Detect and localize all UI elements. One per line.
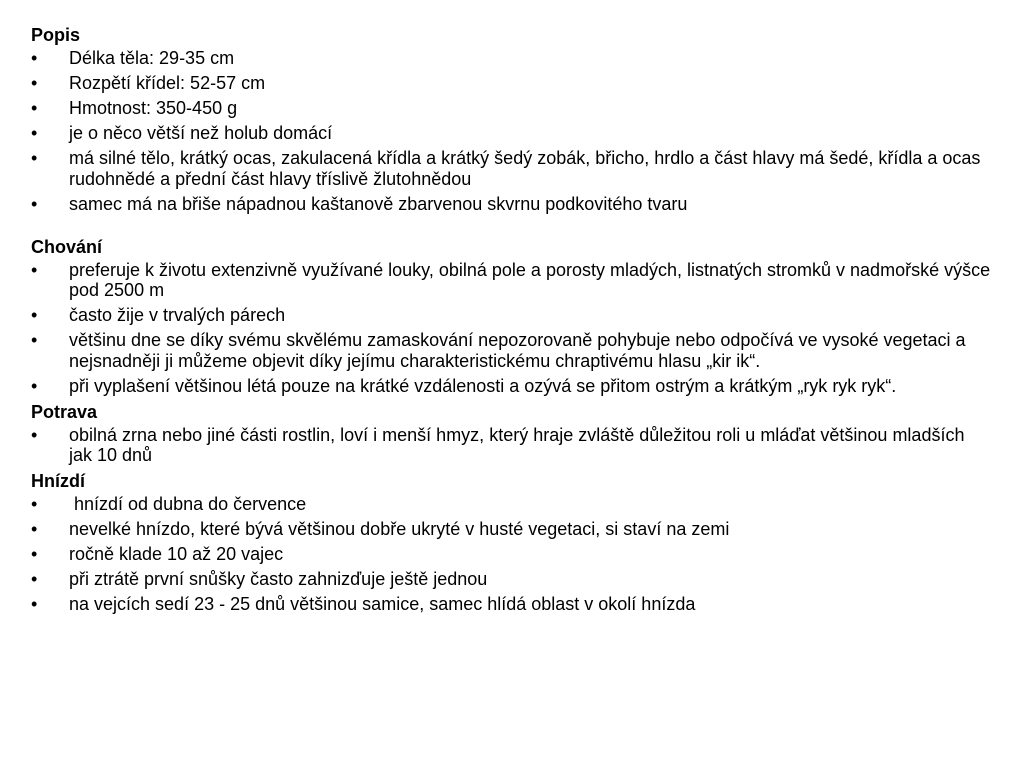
section-potrava: [31, 401, 991, 466]
bullet-icon: •: [31, 98, 38, 118]
list-item-text: má silné tělo, krátký ocas, zakulacená křídla a krátký šedý zobák, břicho, hrdlo a část hlavy má šedé, křídla a ocas rudohnědé a přední část hlavy tříslivě žlutohnědou: [69, 148, 981, 189]
section-hnizdi: [31, 470, 991, 615]
list-item: [31, 98, 991, 119]
list-item: [31, 330, 991, 371]
list-item-text: ročně klade 10 až 20 vajec: [69, 544, 284, 564]
bullet-icon: •: [31, 594, 38, 614]
list-item: [31, 494, 991, 515]
bullet-icon: •: [31, 375, 38, 396]
bullet-icon: •: [31, 259, 38, 280]
list-item: [31, 305, 991, 326]
list-item-text: hnízdí od dubna do července: [69, 494, 307, 514]
list-item-text: Rozpětí křídel: 52-57 cm: [69, 73, 266, 93]
list-item-text: preferuje k životu extenzivně využívané louky, obilná pole a porosty mladých, listnatých stromků v nadmořské výšce pod 2500 m: [69, 259, 991, 300]
list-item-text: na vejcích sedí 23 - 25 dnů většinou samice, samec hlídá oblast v okolí hnízda: [69, 594, 696, 614]
bullet-icon: •: [31, 123, 38, 143]
list-item: [31, 260, 991, 301]
list-item: [31, 73, 991, 94]
bullet-icon: •: [31, 494, 38, 514]
bullet-icon: •: [31, 148, 38, 168]
list-item: [31, 569, 991, 590]
section-spacer: [31, 219, 991, 236]
list-popis: [31, 48, 991, 214]
section-heading-chovani: Chování: [31, 236, 103, 257]
list-item-text: samec má na břiše nápadnou kaštanově zbarvenou skvrnu podkovitého tvaru: [69, 193, 688, 214]
document-page: [31, 24, 991, 619]
list-item: [31, 123, 991, 144]
bullet-icon: •: [31, 424, 38, 445]
list-item-text: je o něco větší než holub domácí: [69, 123, 333, 143]
section-chovani: [31, 236, 991, 397]
bullet-icon: •: [31, 519, 38, 539]
section-heading-hnizdi: Hnízdí: [31, 471, 85, 491]
list-item-text: Délka těla: 29-35 cm: [69, 48, 235, 68]
bullet-icon: •: [31, 48, 38, 68]
bullet-icon: •: [31, 569, 38, 589]
bullet-icon: •: [31, 305, 38, 325]
list-item-text: při ztrátě první snůšky často zahnizďuje ještě jednou: [69, 569, 488, 589]
bullet-icon: •: [31, 73, 38, 93]
section-heading-potrava: Potrava: [31, 401, 98, 422]
list-item-text: většinu dne se díky svému skvělému zamaskování nepozorovaně pohybuje nebo odpočívá ve vysoké vegetaci a nejsnadněji ji můžeme objevit díky jejímu charakteristickému chraptivému hlasu „kir ik“.: [69, 330, 966, 371]
list-item-text: Hmotnost: 350-450 g: [69, 98, 238, 118]
bullet-icon: •: [31, 193, 38, 214]
list-item-text: obilná zrna nebo jiné části rostlin, loví i menší hmyz, který hraje zvláště důležitou roli u mláďat většinou mladších jak 10 dnů: [69, 424, 965, 465]
section-popis: [31, 24, 991, 214]
list-item: [31, 48, 991, 69]
bullet-icon: •: [31, 544, 38, 564]
list-item: [31, 544, 991, 565]
list-item: [31, 376, 991, 397]
bullet-icon: •: [31, 330, 38, 350]
list-item: [31, 194, 991, 215]
list-hnizdi: [31, 494, 991, 615]
list-potrava: [31, 425, 991, 466]
section-heading-popis: Popis: [31, 25, 81, 45]
list-item: [31, 594, 991, 615]
list-item: [31, 425, 991, 466]
list-item-text: nevelké hnízdo, které bývá většinou dobře ukryté v husté vegetaci, si staví na zemi: [69, 519, 730, 539]
list-item: [31, 519, 991, 540]
list-item: [31, 148, 991, 189]
list-chovani: [31, 260, 991, 397]
list-item-text: často žije v trvalých párech: [69, 305, 286, 325]
list-item-text: při vyplašení většinou létá pouze na krátké vzdálenosti a ozývá se přitom ostrým a krátkým „ryk ryk ryk“.: [69, 375, 897, 396]
